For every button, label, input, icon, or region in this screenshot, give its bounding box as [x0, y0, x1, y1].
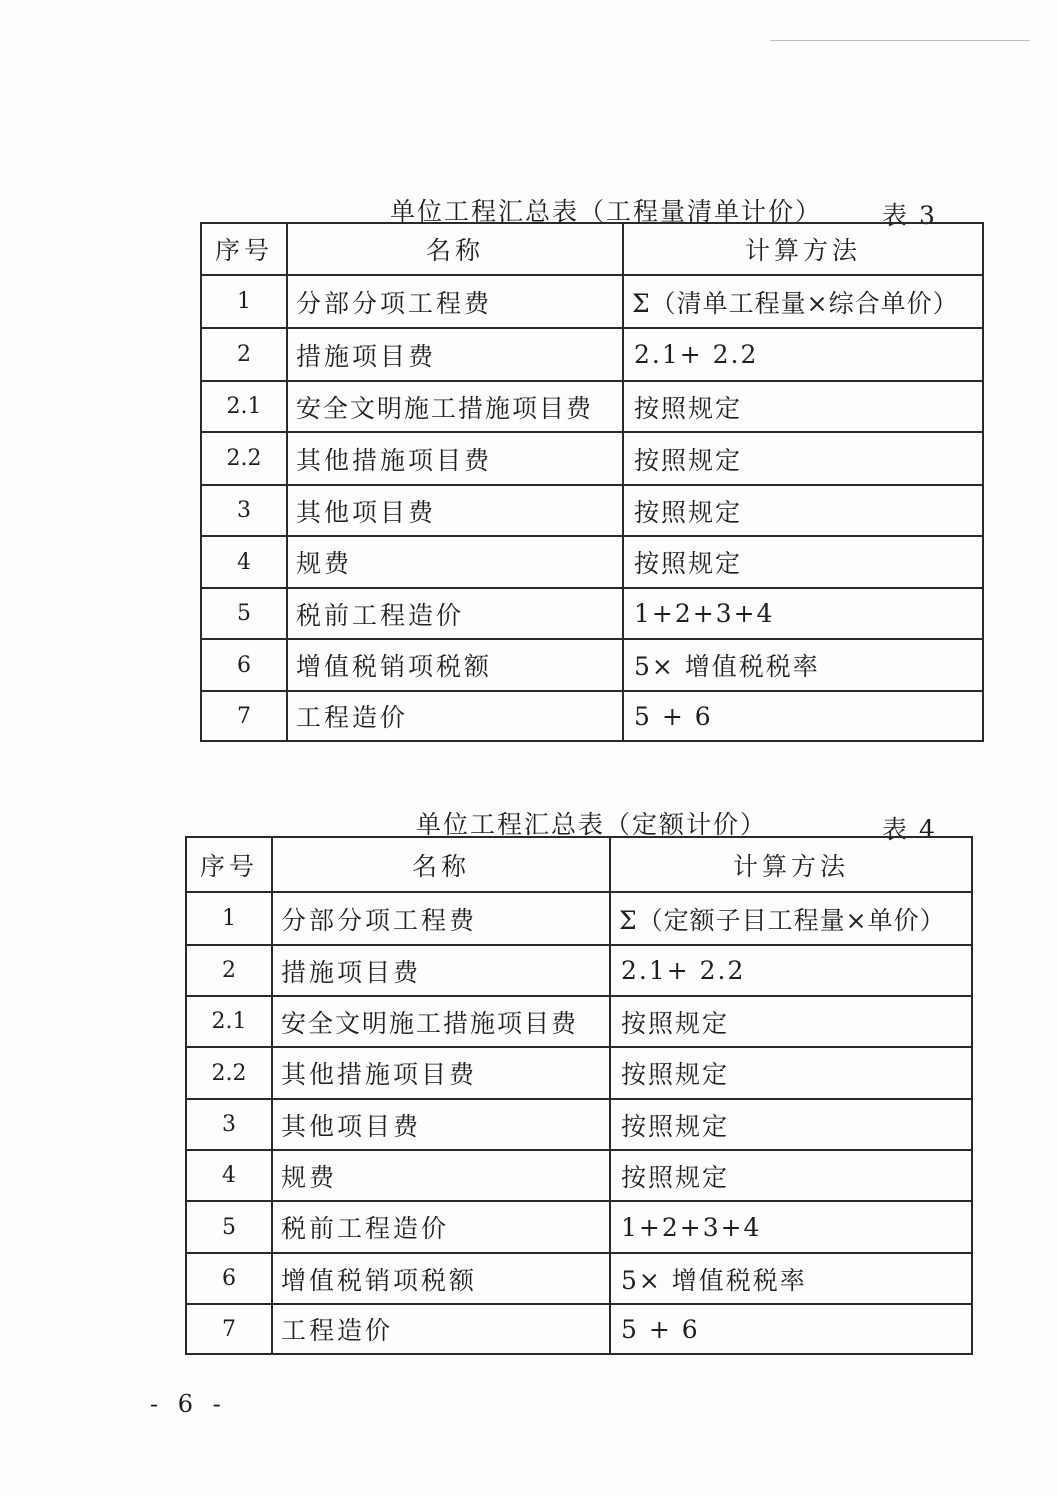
table-row	[186, 892, 972, 945]
row-name: 其他措施项目费	[287, 432, 623, 485]
row-method: 按照规定	[623, 485, 983, 536]
row-index: 6	[201, 639, 287, 691]
row-index: 2	[201, 328, 287, 381]
row-method: 按照规定	[623, 536, 983, 588]
table-row	[186, 1150, 972, 1201]
row-name: 工程造价	[287, 691, 623, 741]
row-method: 按照规定	[610, 1047, 972, 1099]
row-index: 7	[186, 1304, 272, 1354]
row-index: 6	[186, 1253, 272, 1304]
table4-number: 表 4	[882, 815, 937, 844]
row-index: 2	[186, 945, 272, 996]
row-name: 税前工程造价	[287, 588, 623, 639]
header-index: 序号	[186, 837, 272, 892]
table4-caption: 单位工程汇总表（定额计价）	[416, 810, 768, 839]
row-name: 安全文明施工措施项目费	[287, 381, 623, 432]
row-method: 5 + 6	[610, 1304, 972, 1354]
row-method: Σ（清单工程量×综合单价）	[623, 275, 983, 328]
row-name: 工程造价	[272, 1304, 610, 1354]
table-row	[186, 945, 972, 996]
header-method: 计算方法	[610, 837, 972, 892]
header-method: 计算方法	[623, 223, 983, 275]
row-name: 增值税销项税额	[287, 639, 623, 691]
row-method: 5× 增值税税率	[610, 1253, 972, 1304]
row-index: 1	[201, 275, 287, 328]
row-index: 5	[201, 588, 287, 639]
row-name: 安全文明施工措施项目费	[272, 996, 610, 1047]
row-index: 2.1	[186, 996, 272, 1047]
row-name: 增值税销项税额	[272, 1253, 610, 1304]
row-index: 5	[186, 1201, 272, 1253]
row-method: 1+2+3+4	[623, 588, 983, 639]
header-index: 序号	[201, 223, 287, 275]
table-row	[186, 996, 972, 1047]
table-row	[201, 588, 983, 639]
row-index: 4	[186, 1150, 272, 1201]
table3-summary	[200, 222, 984, 742]
row-method: Σ（定额子目工程量×单价）	[610, 892, 972, 945]
row-method: 5 + 6	[623, 691, 983, 741]
row-method: 1+2+3+4	[610, 1201, 972, 1253]
table-row	[186, 1253, 972, 1304]
table-row	[201, 691, 983, 741]
row-index: 7	[201, 691, 287, 741]
table-row	[186, 1099, 972, 1150]
row-index: 3	[201, 485, 287, 536]
row-method: 按照规定	[610, 1150, 972, 1201]
row-method: 按照规定	[623, 381, 983, 432]
table3-caption: 单位工程汇总表（工程量清单计价）	[390, 197, 823, 226]
row-method: 按照规定	[610, 996, 972, 1047]
row-method: 2.1+ 2.2	[623, 328, 983, 381]
row-index: 2.2	[201, 432, 287, 485]
scan-artifact-line	[770, 40, 1030, 41]
row-name: 措施项目费	[287, 328, 623, 381]
row-name: 分部分项工程费	[272, 892, 610, 945]
table-row	[186, 1201, 972, 1253]
table3-number: 表 3	[882, 201, 937, 230]
row-method: 按照规定	[610, 1099, 972, 1150]
row-name: 规费	[272, 1150, 610, 1201]
page-number: - 6 -	[150, 1390, 227, 1418]
header-name: 名称	[287, 223, 623, 275]
table4-summary	[185, 836, 973, 1355]
row-name: 分部分项工程费	[287, 275, 623, 328]
row-index: 1	[186, 892, 272, 945]
row-index: 4	[201, 536, 287, 588]
table-row	[201, 275, 983, 328]
table-row	[201, 485, 983, 536]
table-row	[186, 1047, 972, 1099]
table-row	[201, 536, 983, 588]
table3-header-row	[201, 223, 983, 275]
table-row	[201, 639, 983, 691]
row-name: 措施项目费	[272, 945, 610, 996]
table-row	[201, 381, 983, 432]
table-row	[186, 1304, 972, 1354]
row-name: 税前工程造价	[272, 1201, 610, 1253]
row-index: 2.2	[186, 1047, 272, 1099]
row-name: 规费	[287, 536, 623, 588]
row-method: 5× 增值税税率	[623, 639, 983, 691]
table-row	[201, 328, 983, 381]
row-name: 其他项目费	[272, 1099, 610, 1150]
row-index: 3	[186, 1099, 272, 1150]
table4-header-row	[186, 837, 972, 892]
header-name: 名称	[272, 837, 610, 892]
row-index: 2.1	[201, 381, 287, 432]
row-name: 其他措施项目费	[272, 1047, 610, 1099]
row-method: 按照规定	[623, 432, 983, 485]
row-name: 其他项目费	[287, 485, 623, 536]
row-method: 2.1+ 2.2	[610, 945, 972, 996]
table-row	[201, 432, 983, 485]
